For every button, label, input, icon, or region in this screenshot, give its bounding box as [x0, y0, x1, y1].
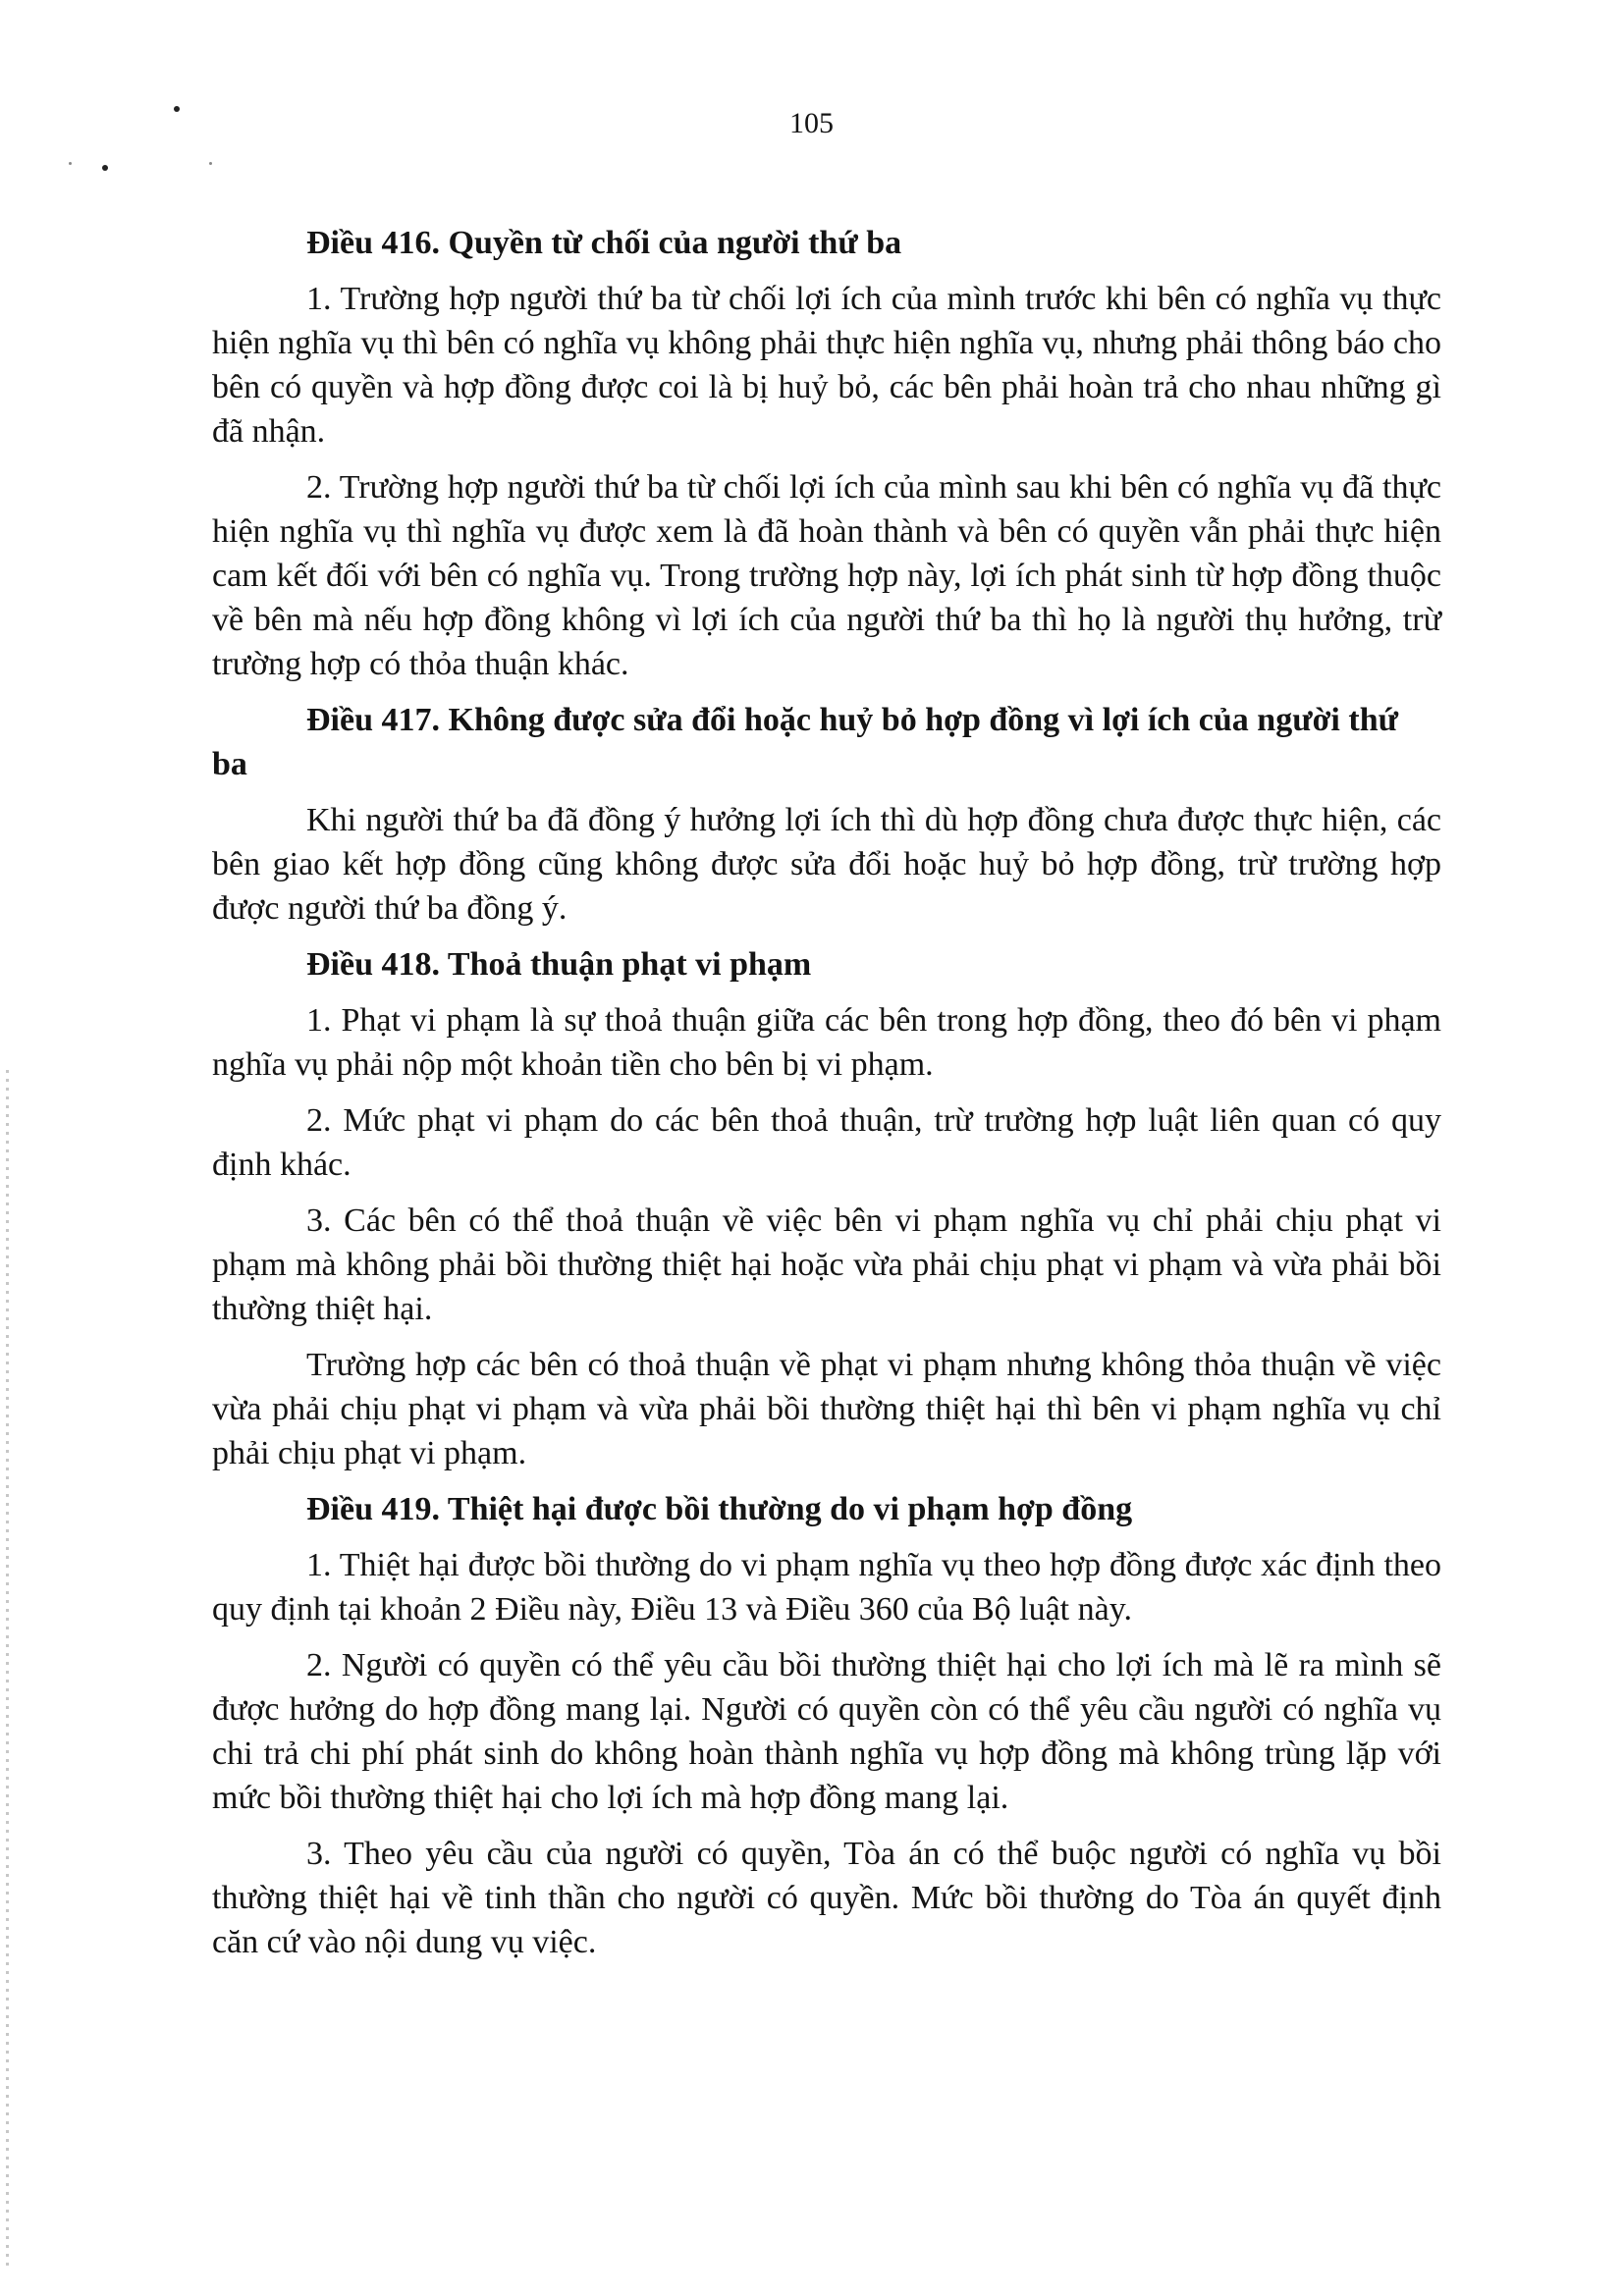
paragraph: 2. Người có quyền có thể yêu cầu bồi thường thiệt hại cho lợi ích mà lẽ ra mình sẽ được hưởng do hợp đồng mang lại. Người có quyền còn có thể yêu cầu người có nghĩa vụ chi trả chi phí phát sinh do không hoàn thành nghĩa vụ hợp đồng mà không trùng lặp với mức bồi thường thiệt hại cho lợi ích mà hợp đồng mang lại. [212, 1647, 1441, 1816]
article-417 [212, 698, 1441, 931]
scan-speck [69, 162, 72, 165]
paragraph: 1. Thiệt hại được bồi thường do vi phạm nghĩa vụ theo hợp đồng được xác định theo quy định tại khoản 2 Điều này, Điều 13 và Điều 360 của Bộ luật này. [212, 1547, 1441, 1628]
article-title: Điều 416. Quyền từ chối của người thứ ba [306, 225, 902, 261]
article-title: Điều 418. Thoả thuận phạt vi phạm [306, 946, 812, 983]
paragraph: 1. Trường hợp người thứ ba từ chối lợi ích của mình trước khi bên có nghĩa vụ thực hiện nghĩa vụ thì bên có nghĩa vụ không phải thực hiện nghĩa vụ, nhưng phải thông báo cho bên có quyền và hợp đồng được coi là bị huỷ bỏ, các bên phải hoàn trả cho nhau những gì đã nhận. [212, 281, 1441, 450]
article-419 [212, 1487, 1441, 1964]
paragraph: 1. Phạt vi phạm là sự thoả thuận giữa các bên trong hợp đồng, theo đó bên vi phạm nghĩa vụ phải nộp một khoản tiền cho bên bị vi phạm. [212, 1002, 1441, 1083]
article-title: Điều 417. Không được sửa đổi hoặc huỷ bỏ hợp đồng vì lợi ích của người thứ ba [212, 702, 1399, 782]
article-418 [212, 942, 1441, 1475]
paragraph: 3. Các bên có thể thoả thuận về việc bên vi phạm nghĩa vụ chỉ phải chịu phạt vi phạm mà không phải bồi thường thiệt hại hoặc vừa phải chịu phạt vi phạm và vừa phải bồi thường thiệt hại. [212, 1202, 1441, 1327]
article-416 [212, 221, 1441, 686]
paragraph: 3. Theo yêu cầu của người có quyền, Tòa án có thể buộc người có nghĩa vụ bồi thường thiệt hại về tinh thần cho người có quyền. Mức bồi thường do Tòa án quyết định căn cứ vào nội dung vụ việc. [212, 1836, 1441, 1960]
paragraph: 2. Mức phạt vi phạm do các bên thoả thuận, trừ trường hợp luật liên quan có quy định khác. [212, 1102, 1441, 1183]
paragraph: Khi người thứ ba đã đồng ý hưởng lợi ích thì dù hợp đồng chưa được thực hiện, các bên giao kết hợp đồng cũng không được sửa đổi hoặc huỷ bỏ hợp đồng, trừ trường hợp được người thứ ba đồng ý. [212, 802, 1441, 927]
scan-edge-artifact [6, 1070, 9, 2268]
scan-speck [102, 165, 108, 171]
scan-speck [209, 162, 212, 165]
paragraph: 2. Trường hợp người thứ ba từ chối lợi ích của mình sau khi bên có nghĩa vụ đã thực hiện nghĩa vụ thì nghĩa vụ được xem là đã hoàn thành và bên có quyền vẫn phải thực hiện cam kết đối với bên có nghĩa vụ. Trong trường hợp này, lợi ích phát sinh từ hợp đồng thuộc về bên mà nếu hợp đồng không vì lợi ích của người thứ ba thì họ là người thụ hưởng, trừ trường hợp có thỏa thuận khác. [212, 469, 1441, 682]
document-body [212, 221, 1441, 1976]
article-title: Điều 419. Thiệt hại được bồi thường do vi phạm hợp đồng [306, 1491, 1133, 1527]
page-number: 105 [789, 107, 834, 139]
paragraph: Trường hợp các bên có thoả thuận về phạt vi phạm nhưng không thỏa thuận về việc vừa phải chịu phạt vi phạm và vừa phải bồi thường thiệt hại thì bên vi phạm nghĩa vụ chỉ phải chịu phạt vi phạm. [212, 1347, 1441, 1471]
